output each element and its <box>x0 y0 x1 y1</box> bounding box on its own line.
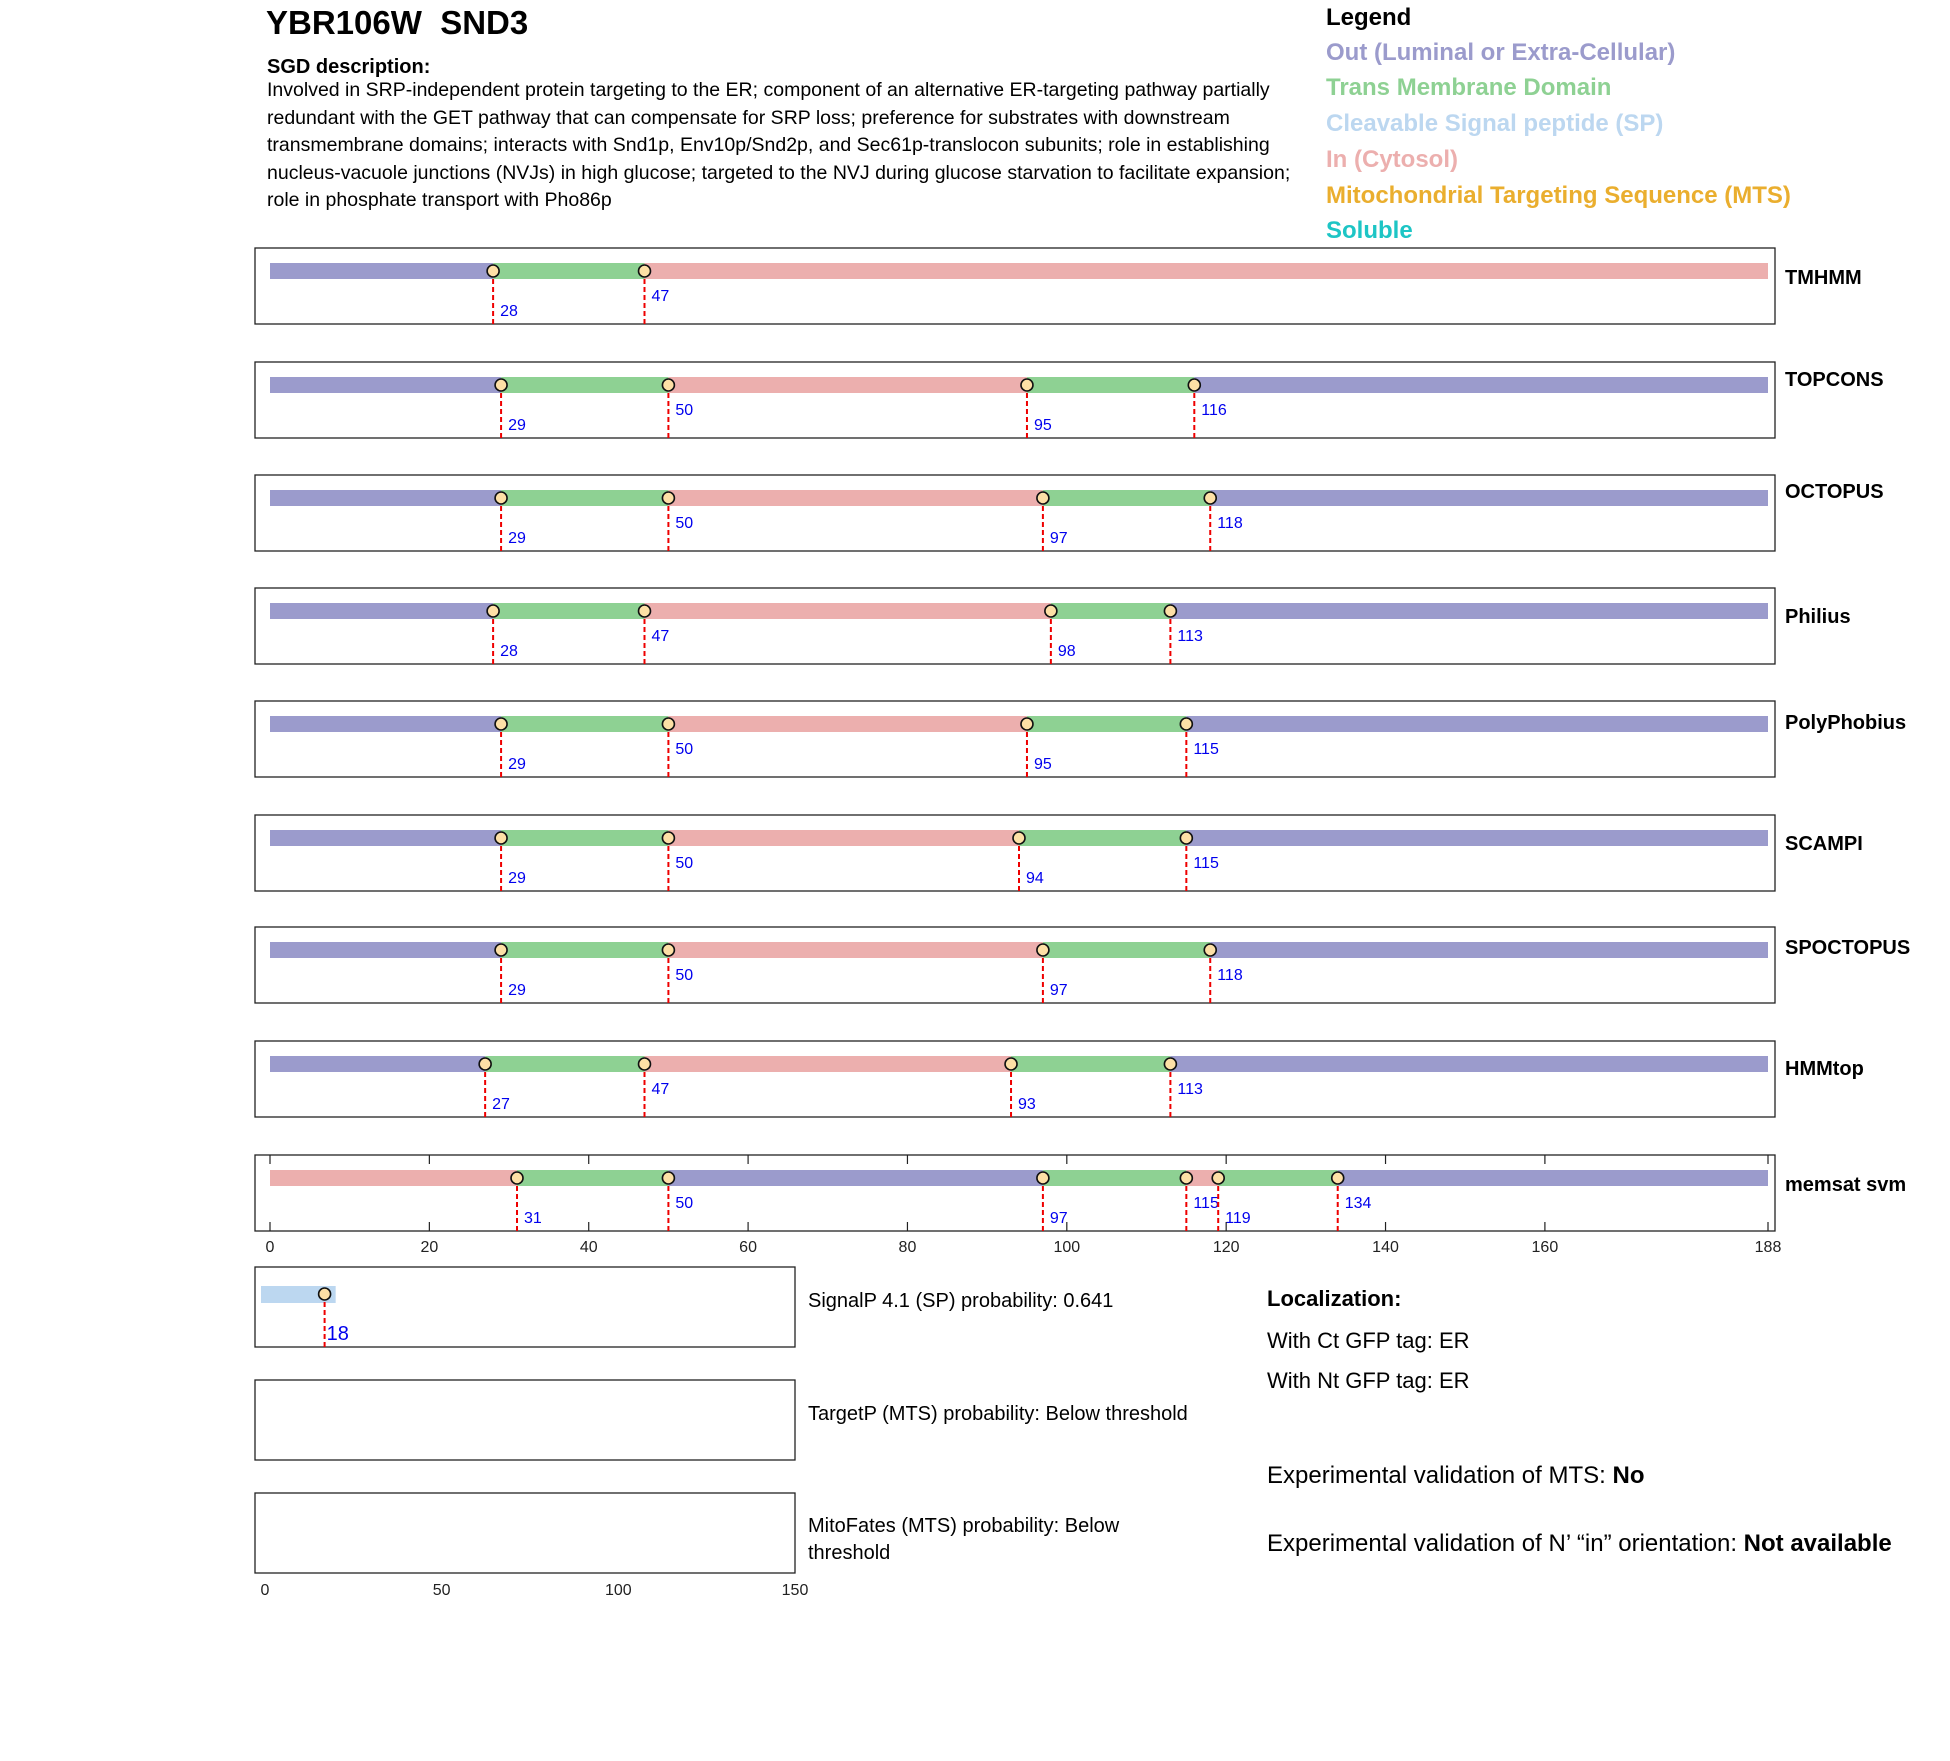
segment-in <box>645 1056 1012 1072</box>
x-tick-label: 100 <box>1053 1239 1081 1256</box>
legend-item-soluble: Soluble <box>1326 217 1413 244</box>
method-label: SCAMPI <box>1785 833 1863 855</box>
signal-x-tick-label: 50 <box>432 1582 451 1599</box>
panel-frame <box>255 588 1775 664</box>
boundary-marker <box>639 1058 651 1070</box>
segment-in <box>270 1170 517 1186</box>
segment-tm <box>1027 716 1186 732</box>
boundary-label: 118 <box>1217 515 1243 532</box>
legend-item-sp: Cleavable Signal peptide (SP) <box>1326 110 1664 137</box>
boundary-label: 27 <box>492 1096 510 1113</box>
boundary-label: 29 <box>508 756 526 773</box>
boundary-label: 28 <box>500 303 518 320</box>
signal-x-tick-label: 100 <box>604 1582 632 1599</box>
segment-out <box>270 830 501 846</box>
boundary-marker <box>495 492 507 504</box>
segment-in <box>668 942 1043 958</box>
boundary-label: 28 <box>500 643 518 660</box>
boundary-marker <box>487 265 499 277</box>
segment-in <box>668 377 1027 393</box>
method-label: SPOCTOPUS <box>1785 937 1911 959</box>
boundary-marker <box>1045 605 1057 617</box>
segment-out <box>1186 716 1768 732</box>
segment-out <box>270 716 501 732</box>
description-text: Involved in SRP-independent protein targeting to the ER; component of an alternative ER-targeting pathway partially redundant with the GET pathway that can compensate for SRP loss; preference for substrates with downstream transmembrane domains; interacts with Snd1p, Env10p/Snd2p, and Sec61p-translocon subunits; role in establishing nucleus-vacuole junctions (NVJs) in high glucose; targeted to the NVJ during glucose starvation to facilitate expansion; role in phosphate transport with Pho86p <box>267 79 1291 211</box>
boundary-marker <box>662 1172 674 1184</box>
boundary-label: 115 <box>1193 741 1219 758</box>
x-tick-label: 188 <box>1754 1239 1782 1256</box>
segment-out <box>270 490 501 506</box>
segment-in <box>668 490 1043 506</box>
boundary-marker <box>1180 832 1192 844</box>
boundary-label: 116 <box>1201 402 1227 419</box>
orientation-validation-label: Experimental validation of N’ “in” orientation: <box>1267 1530 1744 1557</box>
segment-tm <box>485 1056 644 1072</box>
segment-out <box>668 1170 1043 1186</box>
boundary-marker <box>1013 832 1025 844</box>
boundary-label: 118 <box>1217 967 1243 984</box>
segment-out <box>270 263 493 279</box>
segment-out <box>1170 603 1768 619</box>
boundary-label: 47 <box>651 288 670 305</box>
x-tick-label: 0 <box>265 1239 275 1256</box>
legend-item-out: Out (Luminal or Extra-Cellular) <box>1326 39 1676 66</box>
segment-tm <box>1218 1170 1338 1186</box>
boundary-label: 50 <box>675 1195 694 1212</box>
boundary-marker <box>662 944 674 956</box>
boundary-marker <box>319 1288 331 1300</box>
segment-out <box>1210 490 1768 506</box>
boundary-label: 18 <box>326 1323 349 1345</box>
method-panel-polyphobius <box>255 701 1906 777</box>
localization-nt: With Nt GFP tag: ER <box>1267 1368 1470 1393</box>
segment-in <box>668 830 1019 846</box>
boundary-marker <box>1037 1172 1049 1184</box>
boundary-label: 113 <box>1177 628 1203 645</box>
boundary-marker <box>495 944 507 956</box>
mts-validation-label: Experimental validation of MTS: <box>1267 1462 1613 1489</box>
boundary-marker <box>495 832 507 844</box>
boundary-label: 47 <box>651 1081 670 1098</box>
segment-tm <box>517 1170 668 1186</box>
boundary-marker <box>1037 492 1049 504</box>
page-title: YBR106W SND3 <box>266 4 529 41</box>
boundary-label: 93 <box>1018 1096 1036 1113</box>
segment-tm <box>1051 603 1171 619</box>
method-panel-octopus <box>255 475 1884 551</box>
method-label: OCTOPUS <box>1785 481 1884 503</box>
boundary-marker <box>1188 379 1200 391</box>
boundary-label: 29 <box>508 870 526 887</box>
localization-ct: With Ct GFP tag: ER <box>1267 1328 1470 1353</box>
boundary-marker <box>1204 944 1216 956</box>
boundary-label: 115 <box>1193 855 1219 872</box>
boundary-marker <box>495 379 507 391</box>
method-panel-spoctopus <box>255 927 1910 1003</box>
boundary-marker <box>639 265 651 277</box>
segment-out <box>1194 377 1768 393</box>
segment-out <box>270 942 501 958</box>
targetp-probability: TargetP (MTS) probability: Below threshold <box>808 1403 1188 1425</box>
method-panel-tmhmm <box>255 248 1862 324</box>
boundary-label: 29 <box>508 530 526 547</box>
segment-out <box>270 1056 485 1072</box>
boundary-label: 97 <box>1049 982 1068 999</box>
boundary-label: 31 <box>524 1210 542 1227</box>
x-tick-label: 140 <box>1372 1239 1399 1256</box>
panel-frame <box>255 248 1775 324</box>
signal-x-tick-label: 150 <box>781 1582 809 1599</box>
boundary-marker <box>511 1172 523 1184</box>
segment-tm <box>501 490 668 506</box>
boundary-label: 97 <box>1049 1210 1068 1227</box>
segment-out <box>1210 942 1768 958</box>
x-tick-label: 80 <box>898 1239 917 1256</box>
method-panel-philius <box>255 588 1851 664</box>
method-panel-memsat-svm <box>255 1155 1906 1231</box>
segment-tm <box>501 716 668 732</box>
segment-tm <box>493 263 644 279</box>
boundary-marker <box>495 718 507 730</box>
signal-x-tick-label: 0 <box>260 1582 270 1599</box>
method-panel-scampi <box>255 815 1863 891</box>
boundary-marker <box>1005 1058 1017 1070</box>
segment-tm <box>1019 830 1186 846</box>
method-label: PolyPhobius <box>1785 712 1907 734</box>
panel-frame <box>255 815 1775 891</box>
panel-frame <box>255 701 1775 777</box>
boundary-label: 95 <box>1033 417 1052 434</box>
method-panel-topcons <box>255 362 1884 438</box>
boundary-label: 113 <box>1177 1081 1203 1098</box>
boundary-marker <box>662 492 674 504</box>
description-label: SGD description: <box>267 56 431 78</box>
panel-frame <box>255 1155 1775 1231</box>
boundary-marker <box>1021 718 1033 730</box>
mts-validation <box>1267 1462 1644 1490</box>
boundary-marker <box>662 379 674 391</box>
boundary-label: 94 <box>1026 870 1044 887</box>
boundary-label: 50 <box>675 402 694 419</box>
boundary-label: 50 <box>675 515 694 532</box>
boundary-marker <box>1180 1172 1192 1184</box>
segment-tm <box>1043 490 1210 506</box>
boundary-label: 115 <box>1193 1195 1219 1212</box>
boundary-marker <box>487 605 499 617</box>
segment-out <box>1186 830 1768 846</box>
signalp-probability: SignalP 4.1 (SP) probability: 0.641 <box>808 1290 1114 1312</box>
method-label: memsat svm <box>1785 1174 1907 1196</box>
legend-item-mts: Mitochondrial Targeting Sequence (MTS) <box>1326 182 1791 209</box>
method-label: Philius <box>1785 606 1851 628</box>
localization-title: Localization: <box>1267 1286 1402 1311</box>
boundary-marker <box>639 605 651 617</box>
x-tick-label: 20 <box>420 1239 439 1256</box>
segment-out <box>1170 1056 1768 1072</box>
boundary-marker <box>1021 379 1033 391</box>
boundary-label: 98 <box>1057 643 1076 660</box>
signal-panel-frame <box>255 1380 795 1460</box>
boundary-marker <box>662 718 674 730</box>
x-tick-label: 40 <box>579 1239 598 1256</box>
segment-tm <box>501 830 668 846</box>
legend-item-tm: Trans Membrane Domain <box>1326 74 1612 101</box>
segment-tm <box>1043 1170 1186 1186</box>
segment-tm <box>1027 377 1194 393</box>
segment-tm <box>501 942 668 958</box>
segment-out <box>270 603 493 619</box>
boundary-marker <box>1180 718 1192 730</box>
legend-title: Legend <box>1326 4 1412 31</box>
boundary-label: 95 <box>1033 756 1052 773</box>
mts-validation-value: No <box>1612 1462 1645 1489</box>
boundary-label: 29 <box>508 417 526 434</box>
segment-in <box>668 716 1027 732</box>
boundary-marker <box>662 832 674 844</box>
signal-panel-frame <box>255 1493 795 1573</box>
boundary-label: 47 <box>651 628 670 645</box>
boundary-marker <box>1037 944 1049 956</box>
boundary-marker <box>1332 1172 1344 1184</box>
method-panel-hmmtop <box>255 1041 1864 1117</box>
orientation-validation-value: Not available <box>1743 1530 1892 1557</box>
boundary-marker <box>1164 605 1176 617</box>
boundary-label: 29 <box>508 982 526 999</box>
x-tick-label: 120 <box>1212 1239 1240 1256</box>
boundary-marker <box>1212 1172 1224 1184</box>
orientation-validation <box>1267 1528 1907 1560</box>
segment-in <box>645 263 1769 279</box>
boundary-marker <box>479 1058 491 1070</box>
segment-out <box>1338 1170 1768 1186</box>
boundary-label: 50 <box>675 967 694 984</box>
method-label: TOPCONS <box>1785 369 1884 391</box>
legend-item-in: In (Cytosol) <box>1326 146 1458 173</box>
boundary-label: 50 <box>675 855 694 872</box>
panel-frame <box>255 1041 1775 1117</box>
method-label: HMMtop <box>1785 1058 1864 1080</box>
boundary-label: 97 <box>1049 530 1068 547</box>
segment-out <box>270 377 501 393</box>
panel-frame <box>255 362 1775 438</box>
boundary-label: 119 <box>1225 1210 1251 1227</box>
segment-in <box>645 603 1051 619</box>
x-tick-label: 160 <box>1531 1239 1559 1256</box>
mitofates-probability: MitoFates (MTS) probability: Below threshold <box>808 1515 1120 1564</box>
method-label: TMHMM <box>1785 267 1862 289</box>
segment-tm <box>501 377 668 393</box>
panel-frame <box>255 475 1775 551</box>
panel-frame <box>255 927 1775 1003</box>
boundary-label: 50 <box>675 741 694 758</box>
segment-tm <box>1011 1056 1170 1072</box>
boundary-marker <box>1204 492 1216 504</box>
segment-tm <box>493 603 644 619</box>
segment-tm <box>1043 942 1210 958</box>
boundary-label: 134 <box>1344 1195 1372 1212</box>
x-tick-label: 60 <box>739 1239 757 1256</box>
boundary-marker <box>1164 1058 1176 1070</box>
